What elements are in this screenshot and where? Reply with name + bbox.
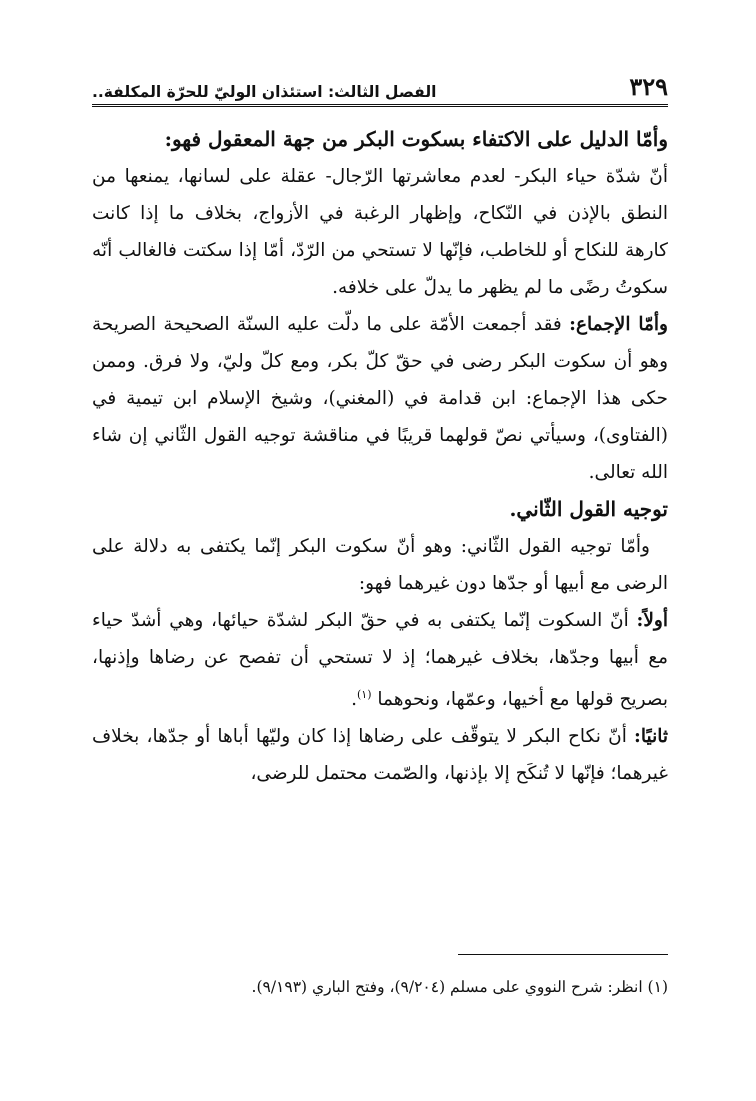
second-point-lead: ثانيًا: <box>634 726 668 748</box>
main-text <box>92 121 668 792</box>
paragraph-second-opinion: وأمّا توجيه القول الثّاني: وهو أنّ سكوت البكر إنّما يكتفى به دلالة على الرضى مع أبيها أو جدّها دون غيرهما فهو: <box>92 536 668 594</box>
running-header <box>92 72 668 107</box>
footnote-ref[interactable]: (١) <box>356 688 372 701</box>
paragraph-second-point <box>92 718 668 792</box>
second-point-text: أنّ نكاح البكر لا يتوقّف على رضاها إذا كان وليّها أباها أو جدّها، بخلاف غيرهما؛ فإنّها لا تُنكَح إلا بإذنها، والصّمت محتمل للرضى، <box>92 726 668 785</box>
paragraph-reason: أنّ شدّة حياء البكر- لعدم معاشرتها الرّجال- عقلة على لسانها، يمنعها من النطق بالإذن في النّكاح، وإظهار الرغبة في الأزواج، بخلاف ما إذا كانت كارهة للنكاح أو للخاطب، فإنّها لا تستحي من الرّدّ، أمّا إذا سكتت فالغالب أنّه سكوتُ رضًى ما لم يظهر ما يدلّ على خلافه. <box>92 166 668 298</box>
consensus-text: فقد أجمعت الأمّة على ما دلّت عليه السنّة الصحيحة الصريحة وهو أن سكوت البكر رضى في حقّ كلّ بكر، ومع كلّ وليّ، ولا فرق. وممن حكى هذا الإجماع: ابن قدامة في (المغني)، وشيخ الإسلام ابن تيمية في (الفتاوى)، وسيأتي نصّ قولهما قريبًا في مناقشة توجيه القول الثّاني إن شاء الله تعالى. <box>92 314 668 483</box>
footnote-divider <box>458 954 668 955</box>
section-heading-second-opinion: توجيه القول الثّاني. <box>509 497 668 521</box>
consensus-lead: وأمّا الإجماع: <box>569 314 668 335</box>
section-heading-reason: وأمّا الدليل على الاكتفاء بسكوت البكر من جهة المعقول فهو: <box>164 127 668 151</box>
paragraph-consensus <box>92 306 668 491</box>
first-point-end: . <box>351 689 357 711</box>
page-number: ٣٢٩ <box>629 72 668 101</box>
first-point-lead: أولاً: <box>636 610 668 631</box>
paragraph-first-point <box>92 602 668 718</box>
chapter-title: الفصل الثالث: استئذان الوليّ للحرّة المكلفة.. <box>92 83 437 101</box>
first-point-text: أنّ السكوت إنّما يكتفى به في حقّ البكر لشدّة حيائها، وهي أشدّ حياء مع أبيها وجدّها، بخلاف غيرهما؛ إذ لا تستحي أن تفصح عن رضاها وإذنها، بصريح قولها مع أخيها، وعمّها، ونحوهما <box>92 610 668 711</box>
footnote: (١) انظر: شرح النووي على مسلم (٩/٢٠٤)، وفتح الباري (٩/١٩٣). <box>251 978 668 996</box>
